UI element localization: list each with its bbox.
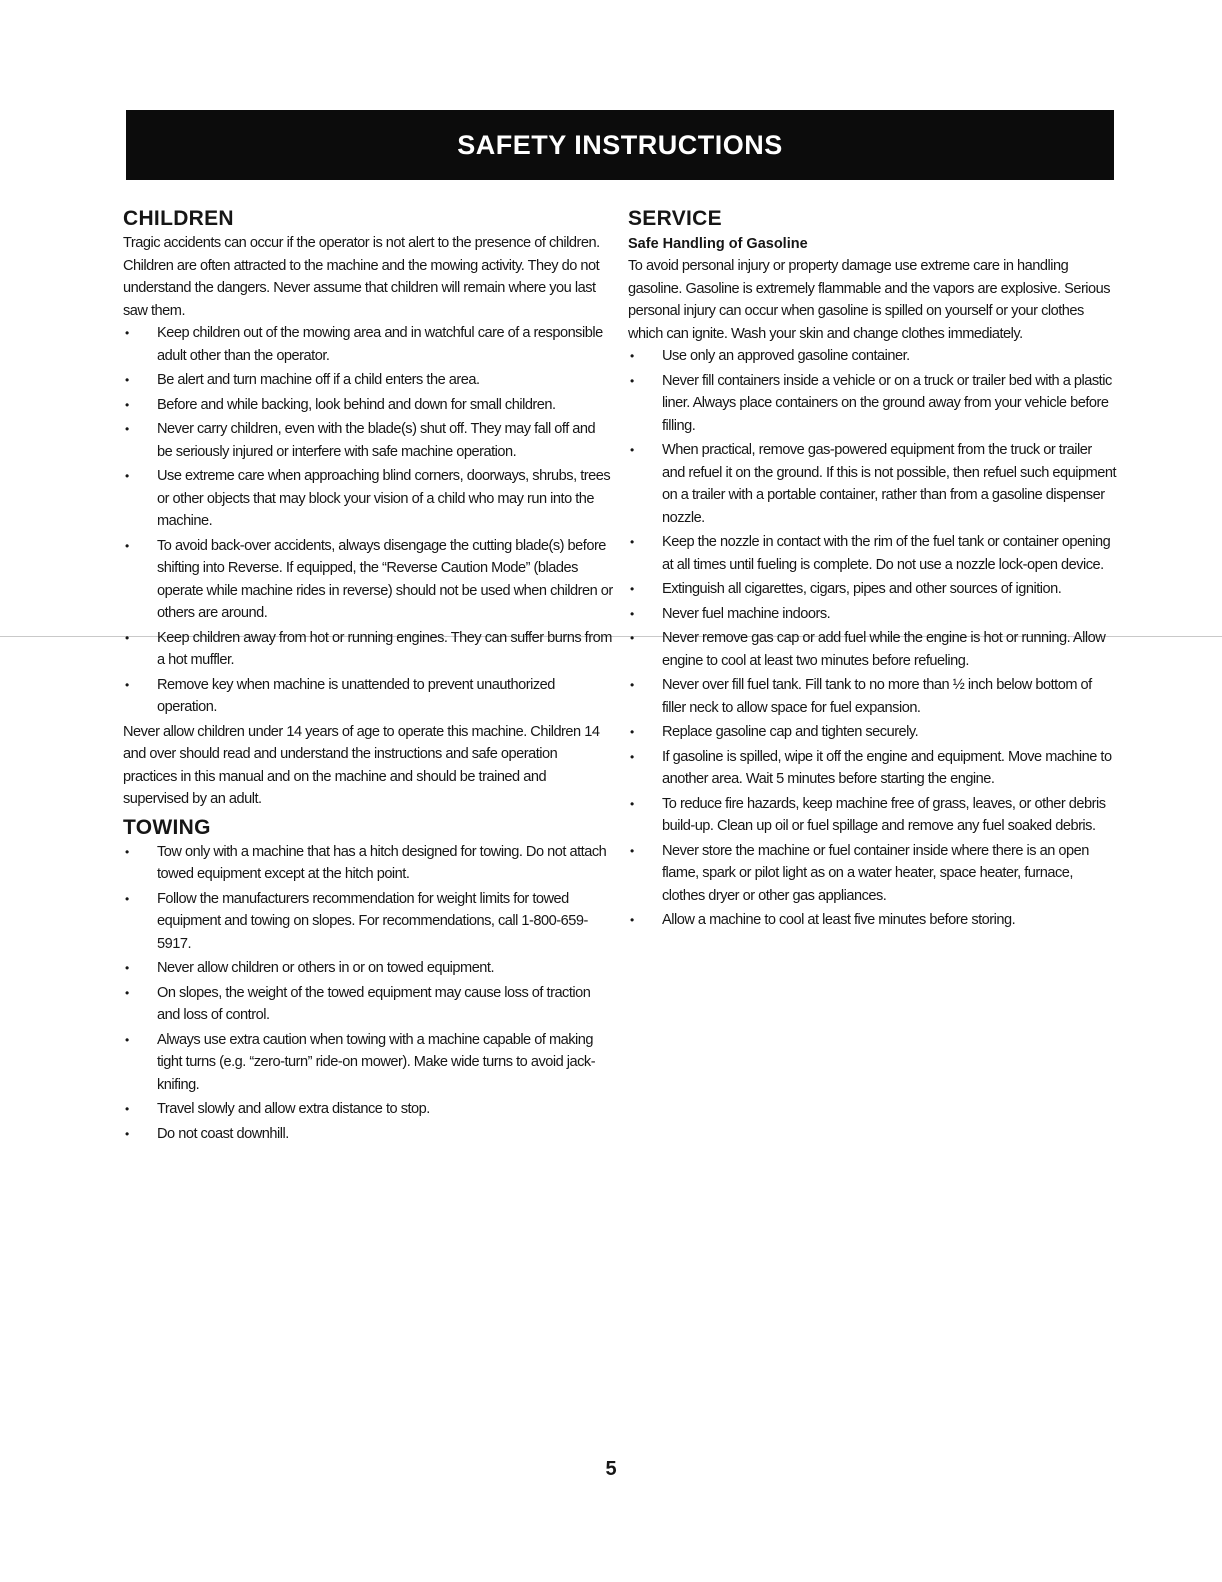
list-item: • Be alert and turn machine off if a child enters the area.	[123, 369, 613, 392]
list-item: • Never store the machine or fuel container inside where there is an open flame, spark or pilot light as on a water heater, space heater, furnace, clothes dryer or other gas appliances.	[628, 840, 1118, 908]
list-item: • When practical, remove gas-powered equipment from the truck or trailer and refuel it on the ground. If this is not possible, then refuel such equipment on a trailer with a portable container, rather than from a gasoline dispenser nozzle.	[628, 439, 1118, 529]
bullet-icon: •	[630, 796, 634, 811]
list-item: • To reduce fire hazards, keep machine free of grass, leaves, or other debris build-up. Clean up oil or fuel spillage and remove any fuel soaked debris.	[628, 793, 1118, 838]
service-intro: To avoid personal injury or property damage use extreme care in handling gasoline. Gasoline is extremely flammable and the vapors are explosive. Serious personal injury can occur when gasoline is spilled on yourself or your clothes which can ignite. Wash your skin and change clothes immediately.	[628, 258, 1111, 342]
children-bullet-list	[123, 322, 613, 719]
page-number: 5	[605, 1458, 617, 1480]
list-item: • Do not coast downhill.	[123, 1123, 613, 1146]
bullet-icon: •	[125, 422, 129, 436]
bullet-icon: •	[125, 891, 129, 906]
list-item: • Always use extra caution when towing with a machine capable of making tight turns (e.g. “zero-turn” ride-on mower). Make wide turns to avoid jack-knifing.	[123, 1029, 613, 1097]
list-item: • Travel slowly and allow extra distance to stop.	[123, 1098, 613, 1121]
list-item: • Never carry children, even with the blade(s) shut off. They may fall off and be seriously injured or interfere with safe machine operation.	[123, 418, 613, 463]
bullet-icon: •	[125, 373, 129, 387]
list-item: • Use extreme care when approaching blind corners, doorways, shrubs, trees or other objects that may block your vision of a child who may run into the machine.	[123, 465, 613, 533]
bullet-icon: •	[630, 678, 634, 692]
bullet-icon: •	[125, 538, 129, 553]
bullet-icon: •	[125, 1102, 129, 1116]
list-item: • Before and while backing, look behind and down for small children.	[123, 394, 613, 417]
list-item: • Never fill containers inside a vehicle or on a truck or trailer bed with a plastic liner. Always place containers on the ground away from your vehicle before filling.	[628, 370, 1118, 438]
children-intro: Tragic accidents can occur if the operator is not alert to the presence of children. Children are often attracted to the machine and the mowing activity. They do not understand the dangers. Never assume that children will remain where you last saw them.	[123, 235, 600, 319]
bullet-icon: •	[630, 606, 634, 621]
list-item: • Extinguish all cigarettes, cigars, pipes and other sources of ignition.	[628, 578, 1118, 601]
list-item: • Use only an approved gasoline container.	[628, 345, 1118, 368]
towing-heading: TOWING	[123, 815, 211, 839]
list-item: • If gasoline is spilled, wipe it off the engine and equipment. Move machine to another area. Wait 5 minutes before starting the engine.	[628, 746, 1118, 791]
list-item: • Never remove gas cap or add fuel while the engine is hot or running. Allow engine to cool at least two minutes before refueling.	[628, 627, 1118, 672]
list-item: • On slopes, the weight of the towed equipment may cause loss of traction and loss of control.	[123, 982, 613, 1027]
list-item: • Allow a machine to cool at least five minutes before storing.	[628, 909, 1118, 932]
bullet-icon: •	[630, 373, 634, 388]
bullet-icon: •	[630, 582, 634, 596]
bullet-icon: •	[125, 630, 129, 645]
bullet-icon: •	[125, 1126, 129, 1141]
gasoline-subheading: Safe Handling of Gasoline	[628, 236, 808, 252]
list-item: • Keep children away from hot or running engines. They can suffer burns from a hot muffler.	[123, 627, 613, 672]
right-column	[628, 206, 1118, 934]
bullet-icon: •	[125, 469, 129, 483]
banner-title: SAFETY INSTRUCTIONS	[457, 129, 783, 160]
list-item: • Keep children out of the mowing area and in watchful care of a responsible adult other than the operator.	[123, 322, 613, 367]
list-item: • Never fuel machine indoors.	[628, 603, 1118, 626]
bullet-icon: •	[125, 1032, 129, 1047]
bullet-icon: •	[630, 443, 634, 457]
bullet-icon: •	[125, 985, 129, 1000]
bullet-icon: •	[125, 844, 129, 859]
children-heading: CHILDREN	[123, 207, 234, 230]
left-column	[123, 206, 613, 1147]
service-bullet-list	[628, 345, 1118, 932]
bullet-icon: •	[630, 631, 634, 645]
list-item: • Replace gasoline cap and tighten securely.	[628, 721, 1118, 744]
bullet-icon: •	[630, 749, 634, 764]
service-heading: SERVICE	[628, 207, 722, 230]
list-item: • Never over fill fuel tank. Fill tank to no more than ½ inch below bottom of filler neck to allow space for fuel expansion.	[628, 674, 1118, 719]
bullet-icon: •	[630, 349, 634, 363]
list-item: • Keep the nozzle in contact with the rim of the fuel tank or container opening at all times until fueling is complete. Do not use a nozzle lock-open device.	[628, 531, 1118, 576]
bullet-icon: •	[630, 913, 634, 927]
towing-bullet-list	[123, 841, 613, 1146]
bullet-icon: •	[125, 961, 129, 975]
list-item: • Follow the manufacturers recommendation for weight limits for towed equipment and towing on slopes. For recommendations, call 1-800-659-5917.	[123, 888, 613, 956]
list-item: • Never allow children or others in or on towed equipment.	[123, 957, 613, 980]
list-item: • Tow only with a machine that has a hitch designed for towing. Do not attach towed equipment except at the hitch point.	[123, 841, 613, 886]
bullet-icon: •	[630, 843, 634, 858]
bullet-icon: •	[630, 535, 634, 549]
list-item: • To avoid back-over accidents, always disengage the cutting blade(s) before shifting into Reverse. If equipped, the “Reverse Caution Mode” (blades operate while machine rides in reverse) should not be used when children or others are around.	[123, 535, 613, 625]
section-banner	[126, 110, 1114, 180]
bullet-icon: •	[125, 326, 129, 340]
children-closing: Never allow children under 14 years of age to operate this machine. Children 14 and over should read and understand the instructions and safe operation practices in this manual and on the machine and should be trained and supervised by an adult.	[123, 723, 600, 807]
bullet-icon: •	[125, 677, 129, 692]
bullet-icon: •	[630, 725, 634, 739]
bullet-icon: •	[125, 397, 129, 412]
list-item: • Remove key when machine is unattended to prevent unauthorized operation.	[123, 674, 613, 719]
